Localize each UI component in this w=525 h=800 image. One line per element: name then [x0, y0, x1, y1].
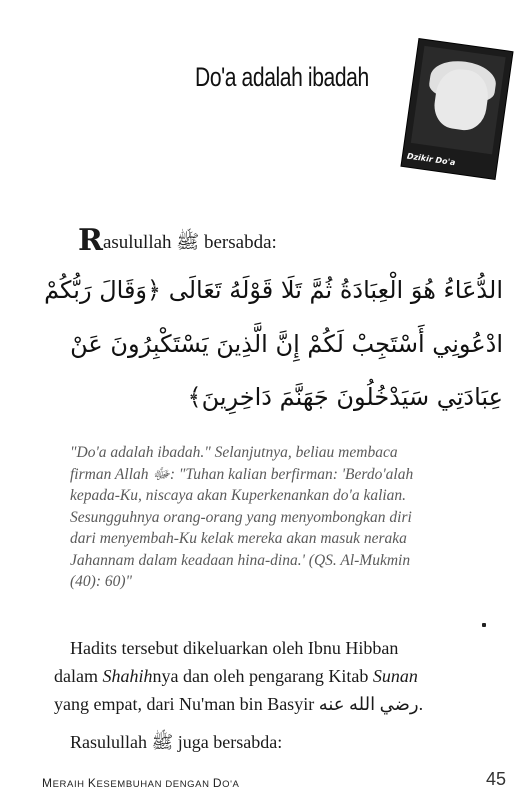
print-speck — [482, 623, 486, 627]
intro-line — [78, 223, 277, 258]
translation-line: dari menyembah-Ku kelak mereka akan masuk neraka — [70, 530, 407, 547]
sunan-italic: Sunan — [372, 666, 418, 686]
footer-cap: M — [42, 776, 53, 790]
translation-block — [70, 442, 510, 593]
translation-line: firman Allah ﷻ: "Tuhan kalian berfirman: 'Berdo'alah — [70, 465, 414, 483]
translation-line: Sesungguhnya orang-orang yang menyombongkan diri — [70, 508, 412, 526]
arabic-line-1: الدُّعَاءُ هُوَ الْعِبَادَةُ ثُمَّ تَلَا قَوْلَهُ تَعَالَى ﴿وَقَالَ رَبُّكُمْ — [44, 276, 503, 304]
line2-part-c: nya dan oleh pengarang Kitab — [152, 666, 373, 686]
translation-line: "Do'a adalah ibadah." Selanjutnya, beliau membaca — [70, 444, 398, 461]
arabic-line-3: عِبَادَتِي سَيَدْخُلُونَ جَهَنَّمَ دَاخِرِينَ﴾ — [187, 383, 503, 411]
hadith-paragraph-line-1: Hadits tersebut dikeluarkan oleh Ibnu Hibban — [70, 638, 399, 658]
next-hadith-intro: Rasulullah ﷺ juga bersabda: — [70, 732, 283, 752]
running-footer-title — [42, 776, 239, 790]
line2-part-a: dalam — [54, 666, 103, 686]
hadith-paragraph-line-2 — [54, 666, 514, 687]
footer-cap: D — [212, 776, 223, 790]
shahih-italic: Shahih — [102, 666, 153, 686]
drop-cap: R — [78, 223, 103, 258]
book-cover-thumbnail — [402, 39, 513, 179]
footer-smallcaps: ESEMBUHAN DENGAN — [96, 779, 213, 790]
cover-photo — [411, 46, 506, 154]
footer-cap: K — [87, 776, 97, 790]
footer-smallcaps: O'A — [222, 779, 240, 790]
arabic-line-2: ادْعُونِي أَسْتَجِبْ لَكُمْ إِنَّ الَّذِينَ يَسْتَكْبِرُونَ عَنْ — [70, 330, 503, 358]
chapter-title: Do'a adalah ibadah — [195, 62, 369, 92]
hadith-paragraph-line-3: yang empat, dari Nu'man bin Basyir رضي الله عنه. — [54, 694, 424, 714]
page-number: 45 — [486, 769, 507, 789]
intro-text: asulullah ﷺ bersabda: — [102, 232, 277, 253]
translation-line: Jahannam dalam keadaan hina-dina.' (QS. Al-Mukmin — [70, 551, 411, 569]
translation-line: (40): 60)" — [70, 573, 133, 590]
cover-caption: Dzikir Do'a — [406, 151, 456, 168]
footer-smallcaps: ERAIH — [52, 779, 88, 790]
translation-line: kepada-Ku, niscaya akan Kuperkenankan do'a kalian. — [70, 487, 407, 504]
